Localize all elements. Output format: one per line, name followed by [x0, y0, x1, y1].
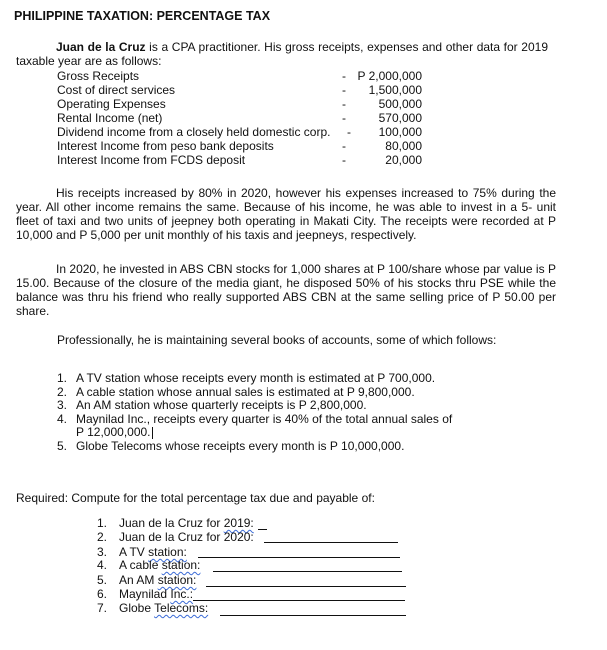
required-heading: Required: Compute for the total percentage tax due and payable of:: [16, 491, 375, 505]
stocks-paragraph: [16, 262, 556, 318]
item-label-rental-income: Rental Income (net): [57, 111, 163, 125]
item-amount-operating-expenses: 500,000: [378, 97, 422, 111]
answer-line: [193, 600, 405, 601]
required-item-globe: 7. Globe Telecoms:: [97, 601, 209, 615]
list-item: 4. Maynilad Inc., receipts every quarter is 40% of the total annual sales of: [57, 411, 453, 426]
document-title: PHILIPPINE TAXATION: PERCENTAGE TAX: [14, 9, 271, 23]
answer-line: [213, 571, 402, 572]
list-item: 3. An AM station whose quarterly receipts is P 2,800,000.: [57, 398, 367, 413]
answer-line: [206, 586, 406, 587]
item-dash: -: [342, 69, 346, 83]
item-dash: -: [342, 97, 346, 111]
item-amount-rental-income: 570,000: [378, 111, 422, 125]
required-item-am-station: 5. An AM station:: [97, 573, 197, 587]
list-item: 1. A TV station whose receipts every month is estimated at P 700,000.: [57, 371, 436, 385]
item-label-gross-receipts: Gross Receipts: [57, 69, 140, 83]
receipts-paragraph: [16, 186, 556, 242]
item-amount-interest-peso: 80,000: [385, 139, 422, 153]
required-item-juan-2019: 1. Juan de la Cruz for 2019:: [97, 516, 254, 530]
item-label-interest-peso: Interest Income from peso bank deposits: [57, 139, 274, 153]
item-label-interest-fcds: Interest Income from FCDS deposit: [57, 153, 246, 167]
item-amount-dividend-income: 100,000: [378, 125, 422, 139]
text-cursor: [152, 427, 153, 439]
item-dash: -: [347, 125, 351, 139]
answer-line: [258, 529, 267, 530]
required-item-cable-station: 4. A cable station:: [97, 558, 201, 572]
item-dash: -: [342, 139, 346, 153]
item-label-cost-direct: Cost of direct services: [57, 83, 176, 97]
intro-paragraph: [16, 40, 548, 68]
required-item-tv-station: 3. A TV station:: [97, 545, 187, 559]
list-item: 5. Globe Telecoms whose receipts every month is P 10,000,000.: [57, 438, 405, 453]
item-amount-interest-fcds: 20,000: [385, 153, 422, 167]
item-amount-gross-receipts: P 2,000,000: [357, 69, 422, 83]
item-dash: -: [342, 153, 346, 167]
answer-line: [198, 557, 400, 558]
stocks-text: In 2020, he invested in ABS CBN stocks for 1,000 shares at P 100/share whose par value is P 15.00. Because of the closure of the media giant, he disposed 50% of his stocks thru PSE while the balance was thru his friend who really supported ABS CBN at the same selling price of P 50.00 per share.: [16, 262, 556, 318]
taxpayer-name: Juan de la Cruz: [56, 40, 146, 54]
item-dash: -: [342, 83, 346, 97]
receipts-text: His receipts increased by 80% in 2020, however his expenses increased to 75% during the year. All other income remains the same. Because of his income, he was able to invest in a 5- unit fleet of taxi and two units of jeepney both operating in Makati City. The receipts were recorded at P 10,000 and P 5,000 per unit monthly of his taxis and jeepneys, respectively.: [16, 186, 556, 242]
required-item-maynilad: 6. Maynilad Inc.:: [97, 587, 194, 601]
list-item: P 12,000,000.: [76, 425, 151, 440]
item-amount-cost-direct: 1,500,000: [368, 83, 422, 97]
books-intro: Professionally, he is maintaining several books of accounts, some of which follows:: [57, 333, 497, 347]
answer-line: [220, 615, 406, 616]
books-list: [57, 372, 452, 454]
list-item: 2. A cable station whose annual sales is estimated at P 9,800,000.: [57, 384, 415, 399]
intro-text: is a CPA practitioner. His gross receipts, expenses and other data for 2019 taxable year are as follows:: [16, 40, 548, 68]
item-label-dividend-income: Dividend income from a closely held domestic corp.: [57, 125, 331, 139]
required-item-juan-2020: 2. Juan de la Cruz for 2020:: [97, 530, 254, 544]
item-label-operating-expenses: Operating Expenses: [57, 97, 166, 111]
answer-line: [264, 542, 398, 543]
item-dash: -: [342, 111, 346, 125]
